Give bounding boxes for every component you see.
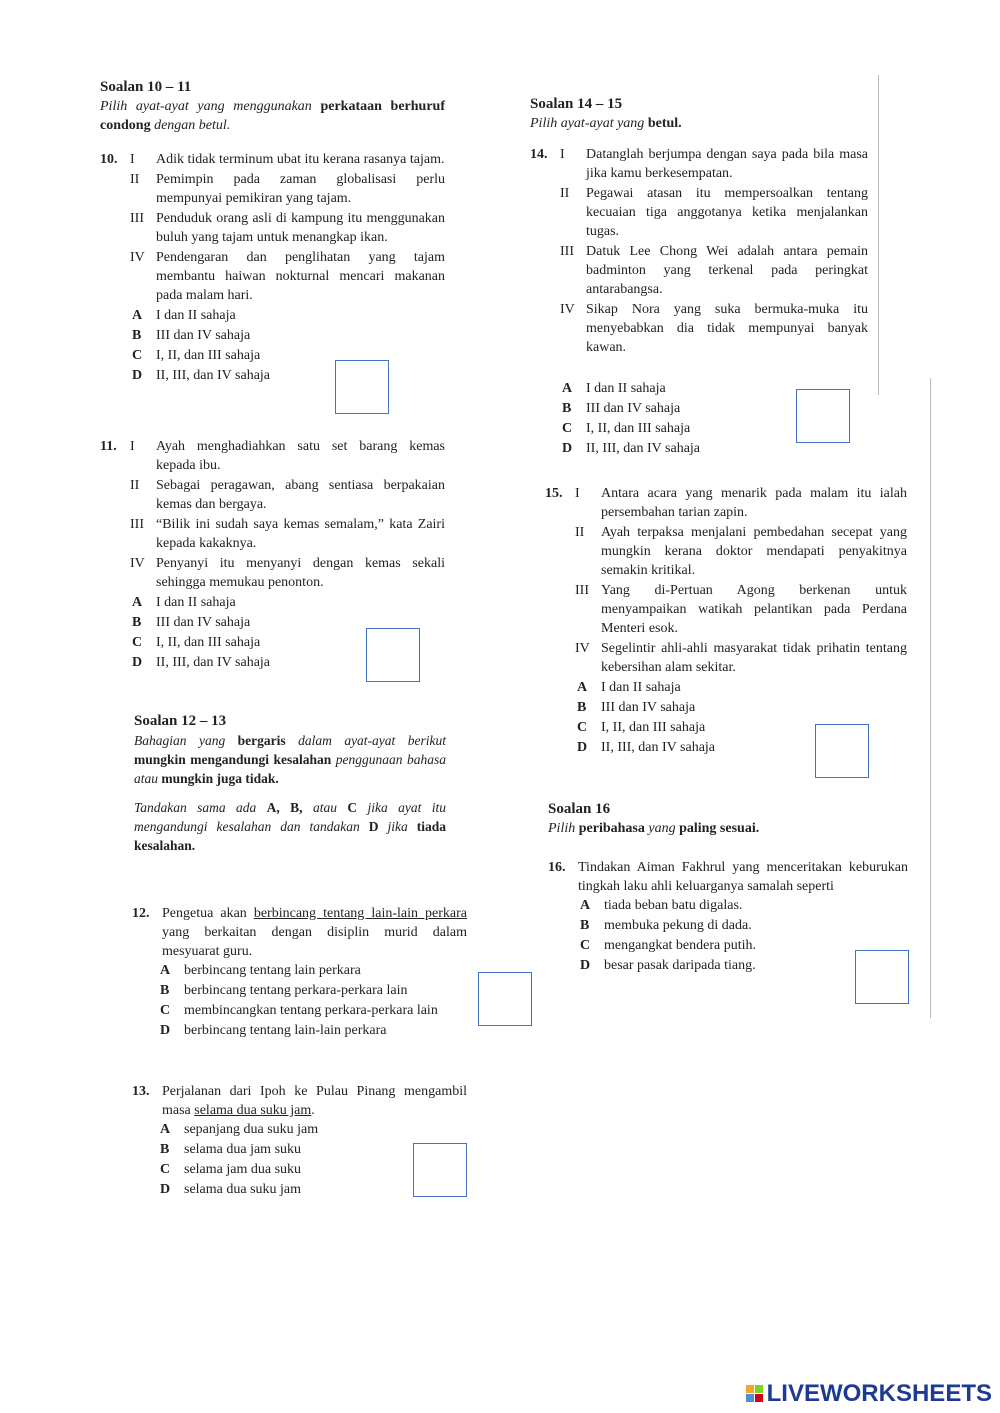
option-letter: C bbox=[132, 635, 143, 650]
option-letter: D bbox=[132, 368, 143, 383]
answer-box-11[interactable] bbox=[366, 628, 420, 682]
statement-text: Datuk Lee Chong Wei adalah antara pemain badminton yang terkenal pada peringkat antarabangsa. bbox=[586, 244, 868, 297]
option-letter: B bbox=[132, 328, 142, 343]
statement-i bbox=[530, 145, 868, 183]
instruction-bold: peribahasa bbox=[578, 821, 645, 836]
section-16-header bbox=[548, 800, 908, 838]
question-number: 15. bbox=[545, 486, 563, 501]
roman-numeral: I bbox=[560, 147, 565, 162]
option-text: tiada beban batu digalas. bbox=[604, 898, 743, 913]
statement-text: Sebagai peragawan, abang sentiasa berpakaian kemas dan bergaya. bbox=[156, 478, 445, 512]
section-title: Soalan 10 – 11 bbox=[100, 79, 192, 95]
option-letter: B bbox=[562, 401, 572, 416]
instruction-bold: A, B, bbox=[266, 800, 303, 815]
statement-iv bbox=[130, 248, 445, 305]
question-12 bbox=[132, 904, 467, 1041]
option-text: I, II, dan III sahaja bbox=[586, 421, 691, 436]
option-text: I, II, dan III sahaja bbox=[601, 720, 706, 735]
option-text: berbincang tentang lain-lain perkara bbox=[184, 1023, 387, 1038]
instruction-bold: D bbox=[368, 819, 379, 834]
statement-iii bbox=[130, 209, 445, 247]
option-letter: B bbox=[580, 918, 590, 933]
answer-box-14[interactable] bbox=[796, 389, 850, 443]
statement-text: Penduduk orang asli di kampung itu menggunakan buluh yang tajam untuk menangkap ikan. bbox=[156, 211, 445, 245]
option-text: I dan II sahaja bbox=[156, 595, 236, 610]
instruction: atau bbox=[312, 800, 337, 815]
question-number: 13. bbox=[132, 1084, 150, 1099]
option-text: membincangkan tentang perkara-perkara lain bbox=[184, 1003, 438, 1018]
instruction: yang bbox=[648, 821, 676, 836]
roman-numeral: IV bbox=[560, 302, 575, 317]
roman-numeral: II bbox=[130, 172, 140, 187]
option-d[interactable] bbox=[132, 366, 445, 386]
option-letter: C bbox=[160, 1003, 171, 1018]
statement-iii bbox=[575, 581, 907, 638]
stem-text: Tindakan Aiman Fakhrul yang menceritakan keburukan tingkah laku ahli keluarganya samalah seperti bbox=[578, 860, 908, 894]
option-b[interactable] bbox=[577, 698, 907, 718]
option-text: berbincang tentang perkara-perkara lain bbox=[184, 983, 408, 998]
section-title: Soalan 12 – 13 bbox=[134, 713, 227, 729]
statement-ii bbox=[560, 184, 868, 241]
option-c[interactable] bbox=[132, 346, 445, 366]
option-a[interactable] bbox=[160, 1120, 467, 1140]
answer-box-15[interactable] bbox=[815, 724, 869, 778]
statement-text: Antara acara yang menarik pada malam itu ialah persembahan tarian zapin. bbox=[601, 486, 907, 520]
section-title: Soalan 16 bbox=[548, 801, 611, 817]
instruction: dengan betul. bbox=[154, 118, 231, 133]
question-16 bbox=[548, 858, 908, 976]
roman-numeral: III bbox=[575, 583, 589, 598]
statement-iv bbox=[130, 554, 445, 592]
option-a[interactable] bbox=[132, 306, 445, 326]
instruction-bold: tiada kesalahan. bbox=[134, 819, 446, 853]
option-text: I, II, dan III sahaja bbox=[156, 348, 261, 363]
roman-numeral: IV bbox=[130, 556, 145, 571]
option-text: III dan IV sahaja bbox=[586, 401, 681, 416]
option-d[interactable] bbox=[160, 1021, 467, 1041]
statement-iv bbox=[575, 639, 907, 677]
statement-iii bbox=[130, 515, 445, 553]
statement-iv bbox=[560, 300, 868, 357]
instruction: jika bbox=[387, 819, 408, 834]
option-letter: C bbox=[577, 720, 588, 735]
question-number: 12. bbox=[132, 906, 150, 921]
statement-text: Pegawai atasan itu mempersoalkan tentang kecuaian tiga anggotanya ketika menjalankan tugas. bbox=[586, 186, 868, 239]
option-letter: A bbox=[160, 1122, 171, 1137]
roman-numeral: I bbox=[575, 486, 580, 501]
option-text: II, III, dan IV sahaja bbox=[156, 368, 271, 383]
statement-text: Pendengaran dan penglihatan yang tajam membantu haiwan nokturnal mencari makanan pada malam hari. bbox=[156, 250, 445, 303]
statement-i bbox=[545, 484, 907, 522]
roman-numeral: II bbox=[560, 186, 570, 201]
option-text: selama dua jam suku bbox=[184, 1142, 302, 1157]
option-letter: A bbox=[132, 308, 143, 323]
answer-box-16[interactable] bbox=[855, 950, 909, 1004]
statement-i bbox=[100, 437, 445, 475]
option-letter: D bbox=[132, 655, 143, 670]
option-text: I dan II sahaja bbox=[156, 308, 236, 323]
instruction-bold: bergaris bbox=[237, 733, 286, 748]
roman-numeral: II bbox=[130, 478, 140, 493]
statement-text: Segelintir ahli-ahli masyarakat tidak prihatin tentang kebersihan alam sekitar. bbox=[601, 641, 907, 675]
roman-numeral: IV bbox=[130, 250, 145, 265]
underlined-text: berbincang tentang lain-lain perkara bbox=[253, 906, 467, 921]
answer-box-12[interactable] bbox=[478, 972, 532, 1026]
option-letter: B bbox=[132, 615, 142, 630]
statement-ii bbox=[575, 523, 907, 580]
option-text: I, II, dan III sahaja bbox=[156, 635, 261, 650]
statement-text: Ayah terpaksa menjalani pembedahan secepat yang mungkin kerana doktor mendapati penyakitnya semakin kritikal. bbox=[601, 525, 907, 578]
instruction-bold: perkataan berhuruf condong bbox=[100, 99, 445, 133]
logo-icon bbox=[746, 1385, 763, 1402]
statement-ii bbox=[130, 476, 445, 514]
instruction: jika ayat itu mengandungi kesalahan dan tandakan bbox=[134, 800, 447, 834]
roman-numeral: II bbox=[575, 525, 585, 540]
question-number: 14. bbox=[530, 147, 548, 162]
option-text: mengangkat bendera putih. bbox=[604, 938, 757, 953]
option-letter: C bbox=[580, 938, 591, 953]
statement-text: Sikap Nora yang suka bermuka-muka itu menyebabkan dia tidak mempunyai banyak kawan. bbox=[586, 302, 868, 355]
roman-numeral: I bbox=[130, 439, 135, 454]
roman-numeral: III bbox=[560, 244, 574, 259]
option-letter: A bbox=[132, 595, 143, 610]
option-letter: D bbox=[580, 958, 591, 973]
instruction: Pilih ayat-ayat yang menggunakan bbox=[100, 99, 312, 114]
option-text: II, III, dan IV sahaja bbox=[156, 655, 271, 670]
option-c[interactable] bbox=[160, 1001, 467, 1021]
option-letter: A bbox=[160, 963, 171, 978]
option-letter: B bbox=[160, 983, 170, 998]
option-a[interactable] bbox=[577, 678, 907, 698]
liveworksheets-logo bbox=[746, 1380, 992, 1407]
option-letter: A bbox=[562, 381, 573, 396]
instruction: Pilih ayat-ayat yang bbox=[530, 116, 645, 131]
statement-text: Adik tidak terminum ubat itu kerana rasanya tajam. bbox=[156, 152, 445, 167]
option-text: II, III, dan IV sahaja bbox=[601, 740, 716, 755]
option-b[interactable] bbox=[160, 981, 467, 1001]
option-text: I dan II sahaja bbox=[586, 381, 666, 396]
option-letter: D bbox=[160, 1182, 171, 1197]
option-a[interactable] bbox=[580, 896, 908, 916]
statement-text: Penyanyi itu menyanyi dengan kemas sekali sehingga memukau penonton. bbox=[156, 556, 445, 590]
statement-i bbox=[100, 150, 445, 169]
instruction: Pilih bbox=[548, 821, 576, 836]
underlined-text: selama dua suku jam bbox=[194, 1103, 312, 1118]
statement-text: Yang di-Pertuan Agong berkenan untuk menyampaikan watikah pelantikan pada Perdana Menteri esok. bbox=[601, 583, 907, 636]
option-letter: B bbox=[577, 700, 587, 715]
instruction-bold: paling sesuai. bbox=[679, 821, 760, 836]
section-14-15-header bbox=[530, 95, 870, 133]
section-12-13-header bbox=[134, 712, 446, 855]
question-number: 11. bbox=[100, 439, 117, 454]
question-10 bbox=[100, 150, 445, 386]
brand-name: LIVEWORKSHEETS bbox=[766, 1380, 992, 1407]
stem-text: Pengetua akan bbox=[162, 906, 254, 921]
instruction-bold: C bbox=[347, 800, 358, 815]
option-letter: C bbox=[132, 348, 143, 363]
answer-box-13[interactable] bbox=[413, 1143, 467, 1197]
statement-text: Pemimpin pada zaman globalisasi perlu mempunyai pemikiran yang tajam. bbox=[156, 172, 445, 206]
statement-text: “Bilik ini sudah saya kemas semalam,” kata Zairi kepada kakaknya. bbox=[156, 517, 445, 551]
stem-text: Perjalanan dari Ipoh ke Pulau Pinang mengambil masa bbox=[162, 1084, 467, 1118]
option-text: besar pasak daripada tiang. bbox=[604, 958, 756, 973]
option-letter: C bbox=[562, 421, 573, 436]
roman-numeral: III bbox=[130, 211, 144, 226]
answer-box-10[interactable] bbox=[335, 360, 389, 414]
option-letter: D bbox=[562, 441, 573, 456]
option-text: III dan IV sahaja bbox=[156, 615, 251, 630]
option-text: II, III, dan IV sahaja bbox=[586, 441, 701, 456]
instruction: dalam ayat-ayat berikut bbox=[298, 733, 446, 748]
stem-text: . bbox=[311, 1103, 315, 1118]
statement-text: Datanglah berjumpa dengan saya pada bila masa jika kamu berkesempatan. bbox=[586, 147, 868, 181]
option-text: membuka pekung di dada. bbox=[604, 918, 752, 933]
statement-text: Ayah menghadiahkan satu set barang kemas kepada ibu. bbox=[156, 439, 445, 473]
instruction: penggunaan bahasa atau bbox=[134, 752, 447, 786]
option-letter: A bbox=[580, 898, 591, 913]
roman-numeral: IV bbox=[575, 641, 590, 656]
option-b[interactable] bbox=[132, 326, 445, 346]
option-letter: B bbox=[160, 1142, 170, 1157]
option-text: I dan II sahaja bbox=[601, 680, 681, 695]
instruction-bold: mungkin mengandungi kesalahan bbox=[134, 752, 332, 767]
option-letter: C bbox=[160, 1162, 171, 1177]
option-letter: D bbox=[577, 740, 588, 755]
instruction: Tandakan sama ada bbox=[134, 800, 257, 815]
option-text: III dan IV sahaja bbox=[601, 700, 696, 715]
option-text: selama dua suku jam bbox=[184, 1182, 302, 1197]
option-text: selama jam dua suku bbox=[184, 1162, 302, 1177]
instruction-bold: betul. bbox=[647, 116, 682, 131]
option-text: berbincang tentang lain perkara bbox=[184, 963, 361, 978]
instruction: Bahagian yang bbox=[134, 733, 226, 748]
option-a[interactable] bbox=[160, 961, 467, 981]
option-a[interactable] bbox=[132, 593, 445, 613]
section-10-11-header bbox=[100, 78, 445, 135]
option-b[interactable] bbox=[580, 916, 908, 936]
question-number: 10. bbox=[100, 152, 118, 167]
option-letter: A bbox=[577, 680, 588, 695]
statement-iii bbox=[560, 242, 868, 299]
statement-ii bbox=[130, 170, 445, 208]
question-number: 16. bbox=[548, 860, 566, 875]
section-title: Soalan 14 – 15 bbox=[530, 96, 623, 112]
option-text: sepanjang dua suku jam bbox=[184, 1122, 319, 1137]
option-text: III dan IV sahaja bbox=[156, 328, 251, 343]
option-letter: D bbox=[160, 1023, 171, 1038]
roman-numeral: I bbox=[130, 152, 135, 167]
question-15 bbox=[545, 484, 907, 758]
stem-text: yang berkaitan dengan disiplin murid dalam mesyuarat guru. bbox=[162, 925, 467, 959]
roman-numeral: III bbox=[130, 517, 144, 532]
instruction-bold: mungkin juga tidak. bbox=[161, 771, 279, 786]
